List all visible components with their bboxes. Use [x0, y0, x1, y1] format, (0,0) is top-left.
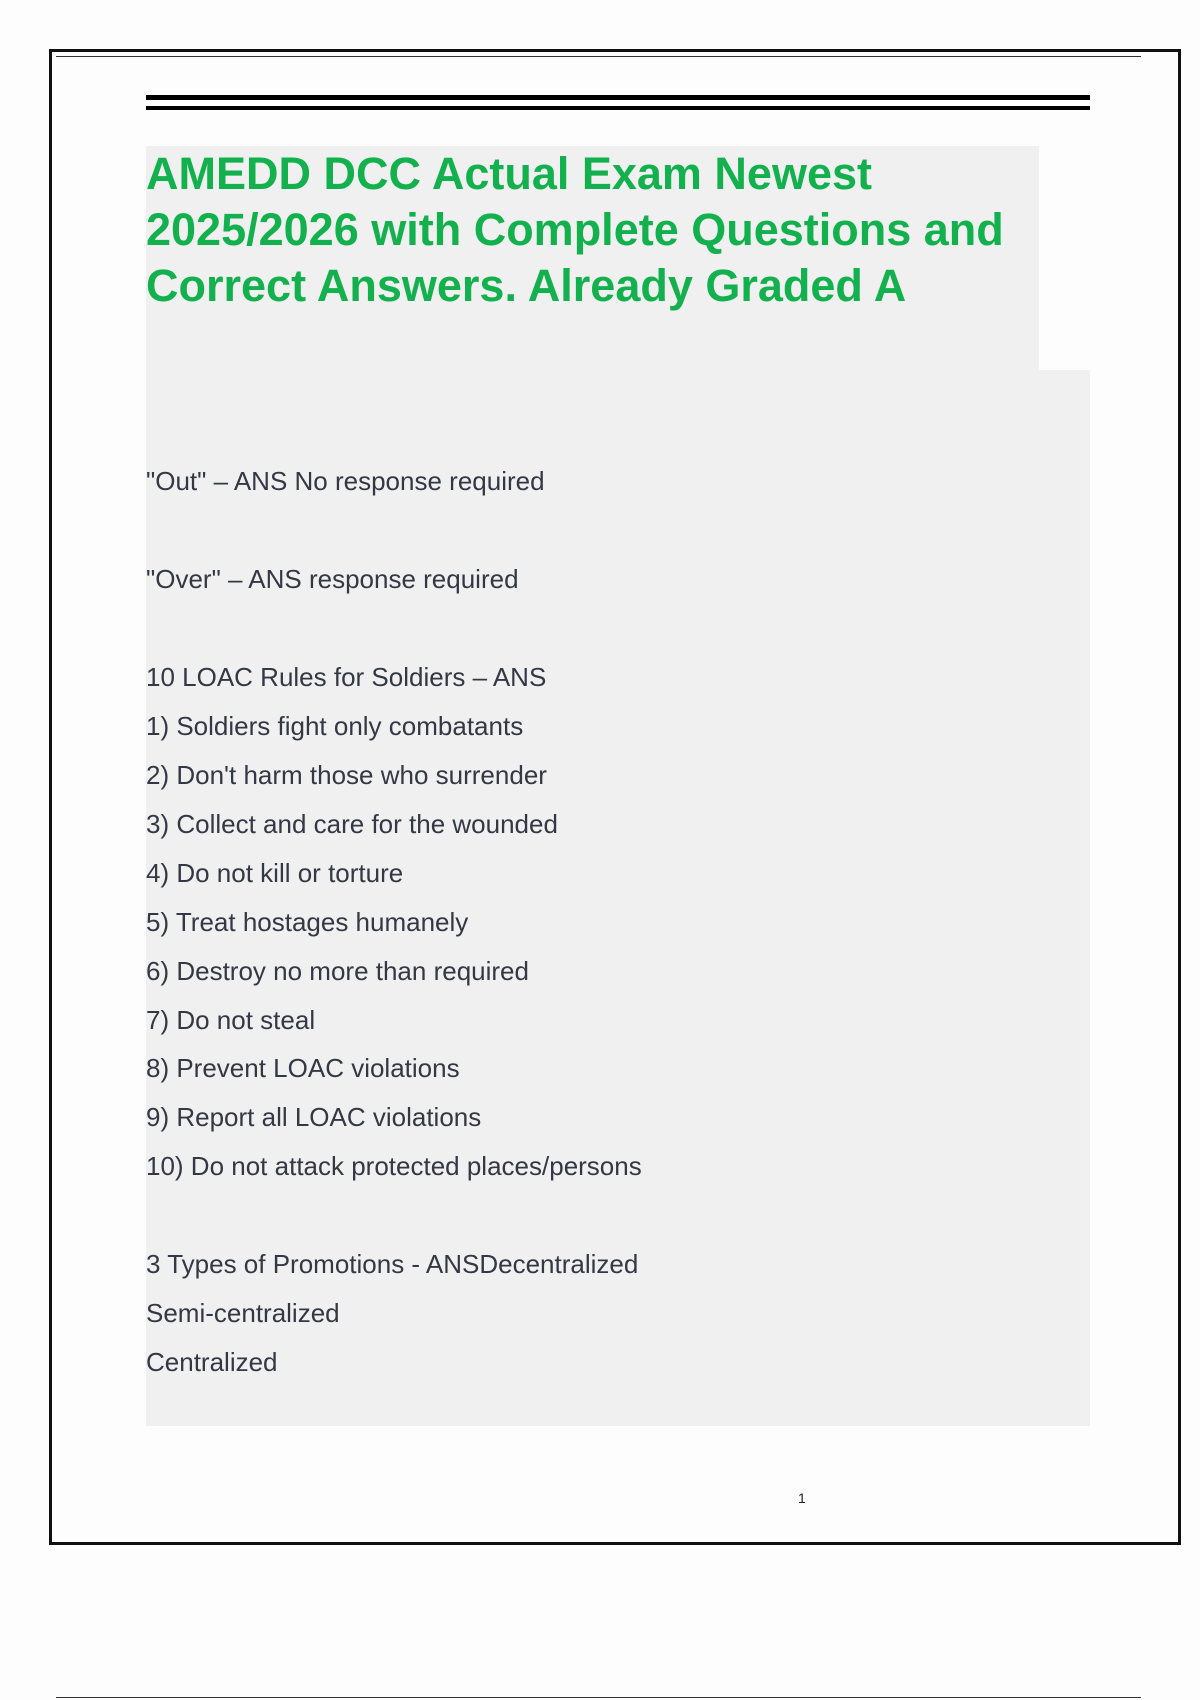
entry-out: "Out" – ANS No response required [146, 466, 545, 496]
loac-rule: 6) Destroy no more than required [146, 956, 529, 986]
loac-rule: 1) Soldiers fight only combatants [146, 711, 524, 741]
loac-rule: 3) Collect and care for the wounded [146, 809, 558, 839]
loac-rule: 5) Treat hostages humanely [146, 907, 469, 937]
top-divider [56, 56, 1141, 57]
header-rule-thick [146, 95, 1090, 100]
loac-rule: 7) Do not steal [146, 1005, 316, 1035]
promotion-type: Centralized [146, 1347, 278, 1377]
document-title: AMEDD DCC Actual Exam Newest 2025/2026 with Complete Questions and Correct Answers. Already Graded A [146, 148, 1004, 311]
loac-rule: 9) Report all LOAC violations [146, 1102, 482, 1132]
promotion-type: Semi-centralized [146, 1298, 340, 1328]
promotions-heading: 3 Types of Promotions - ANSDecentralized [146, 1249, 639, 1279]
loac-heading: 10 LOAC Rules for Soldiers – ANS [146, 662, 547, 692]
loac-rule: 4) Do not kill or torture [146, 858, 404, 888]
loac-rule: 8) Prevent LOAC violations [146, 1053, 460, 1083]
next-page-divider [56, 1697, 1141, 1698]
page-number: 1 [798, 1490, 806, 1506]
entry-over: "Over" – ANS response required [146, 564, 519, 594]
loac-rule: 10) Do not attack protected places/persons [146, 1151, 642, 1181]
header-rule-thin [146, 106, 1090, 110]
loac-rule: 2) Don't harm those who surrender [146, 760, 547, 790]
